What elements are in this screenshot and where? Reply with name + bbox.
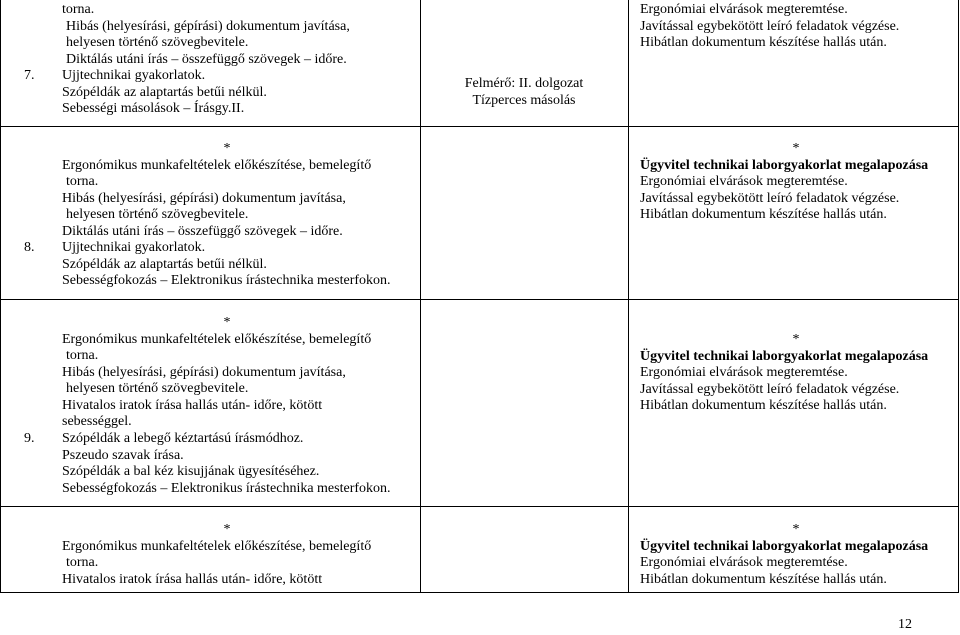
row7-left-text-2 xyxy=(62,68,267,118)
asterisk-marker: * xyxy=(223,141,231,156)
text-line: Javítással egybekötött leíró feladatok végzése. xyxy=(640,190,900,206)
table-divider-1 xyxy=(420,0,421,592)
row-divider-3 xyxy=(0,506,959,507)
text-line: helyesen történő szövegbevitele. xyxy=(66,381,249,396)
text-line: Hibás (helyesírási, gépírási) dokumentum javítása, xyxy=(62,364,346,380)
text-line: Ujjtechnikai gyakorlatok. xyxy=(62,68,206,83)
text-line: Sebességfokozás – Elektronikus írástechnika mesterfokon. xyxy=(62,480,391,496)
text-line: helyesen történő szövegbevitele. xyxy=(66,207,249,222)
text-line: Ergonómikus munkafeltételek előkészítése, bemelegítő xyxy=(62,538,372,554)
text-line: Hibátlan dokumentum készítése hallás után. xyxy=(640,35,887,50)
section-title: Ügyvitel technikai laborgyakorlat megalapozása xyxy=(640,157,929,173)
text-line: Hibás (helyesírási, gépírási) dokumentum javítása, xyxy=(66,18,350,34)
text-line: Sebességfokozás – Elektronikus írástechnika mesterfokon. xyxy=(62,273,391,288)
row8-right-text xyxy=(640,141,952,224)
text-line: Ergonómiai elvárások megteremtése. xyxy=(640,2,848,17)
text-line: Ergonómiai elvárások megteremtése. xyxy=(640,555,848,570)
row10-left-text xyxy=(62,522,412,588)
text-line: Ergonómikus munkafeltételek előkészítése, bemelegítő xyxy=(62,157,372,173)
text-line: Hibátlan dokumentum készítése hallás után. xyxy=(640,571,887,587)
text-line: Hivatalos iratok írása hallás után- időre, kötött xyxy=(62,571,323,587)
text-line: Tízperces másolás xyxy=(472,92,576,108)
text-line: Ergonómiai elvárások megteremtése. xyxy=(640,174,848,189)
text-line: Szópéldák a lebegő kéztartású írásmódhoz. xyxy=(62,431,304,446)
text-line: Felmérő: II. dolgozat xyxy=(464,76,584,91)
row9-left-text xyxy=(62,315,412,431)
page-number: 12 xyxy=(898,617,912,632)
asterisk-marker: * xyxy=(223,315,231,330)
row10-right-text xyxy=(640,522,952,588)
text-line: torna. xyxy=(62,2,95,17)
text-line: torna. xyxy=(66,348,99,363)
asterisk-marker: * xyxy=(223,522,231,537)
text-line: Ergonómikus munkafeltételek előkészítése, bemelegítő xyxy=(62,331,372,347)
asterisk-marker: * xyxy=(792,141,800,156)
text-line: helyesen történő szövegbevitele. xyxy=(66,35,249,50)
row7-left-text xyxy=(62,2,350,68)
table-divider-2 xyxy=(628,0,629,592)
row9-right-text xyxy=(640,332,952,415)
row-divider-1 xyxy=(0,126,959,127)
text-line: Pszeudo szavak írása. xyxy=(62,447,184,463)
text-line: Sebességi másolások – Írásgy.II. xyxy=(62,101,245,116)
row-number-7: 7. xyxy=(24,68,35,83)
row7-middle-text xyxy=(424,76,624,109)
table-border-bottom xyxy=(0,592,959,593)
text-line: Ergonómiai elvárások megteremtése. xyxy=(640,365,848,380)
text-line: Szópéldák a bal kéz kisujjának ügyesítéséhez. xyxy=(62,464,320,479)
text-line: Hibás (helyesírási, gépírási) dokumentum javítása, xyxy=(62,190,346,206)
text-line: Szópéldák az alaptartás betűi nélkül. xyxy=(62,84,267,100)
row-number-8: 8. xyxy=(24,240,35,255)
text-line: Ujjtechnikai gyakorlatok. xyxy=(62,240,206,255)
asterisk-marker: * xyxy=(792,332,800,347)
text-line: Diktálás utáni írás – összefüggő szövegek – időre. xyxy=(66,51,347,67)
text-line: sebességgel. xyxy=(62,414,132,429)
section-title: Ügyvitel technikai laborgyakorlat megalapozása xyxy=(640,348,929,364)
text-line: Szópéldák az alaptartás betűi nélkül. xyxy=(62,256,267,272)
text-line: Javítással egybekötött leíró feladatok végzése. xyxy=(640,381,900,397)
table-border-left xyxy=(0,0,1,592)
row7-right-text xyxy=(640,2,899,52)
row8-left-text-2 xyxy=(62,240,391,290)
section-title: Ügyvitel technikai laborgyakorlat megalapozása xyxy=(640,538,929,554)
row8-left-text xyxy=(62,141,412,240)
text-line: torna. xyxy=(66,555,99,570)
text-line: Hibátlan dokumentum készítése hallás után. xyxy=(640,207,887,222)
row9-left-text-2 xyxy=(62,431,391,497)
asterisk-marker: * xyxy=(792,522,800,537)
text-line: Hivatalos iratok írása hallás után- időre, kötött xyxy=(62,397,323,413)
text-line: Diktálás utáni írás – összefüggő szövegek – időre. xyxy=(62,223,343,239)
text-line: Javítással egybekötött leíró feladatok végzése. xyxy=(640,18,900,34)
table-border-right xyxy=(958,0,959,592)
text-line: torna. xyxy=(66,174,99,189)
text-line: Hibátlan dokumentum készítése hallás után. xyxy=(640,398,887,413)
row-divider-2 xyxy=(0,299,959,300)
row-number-9: 9. xyxy=(24,431,35,446)
